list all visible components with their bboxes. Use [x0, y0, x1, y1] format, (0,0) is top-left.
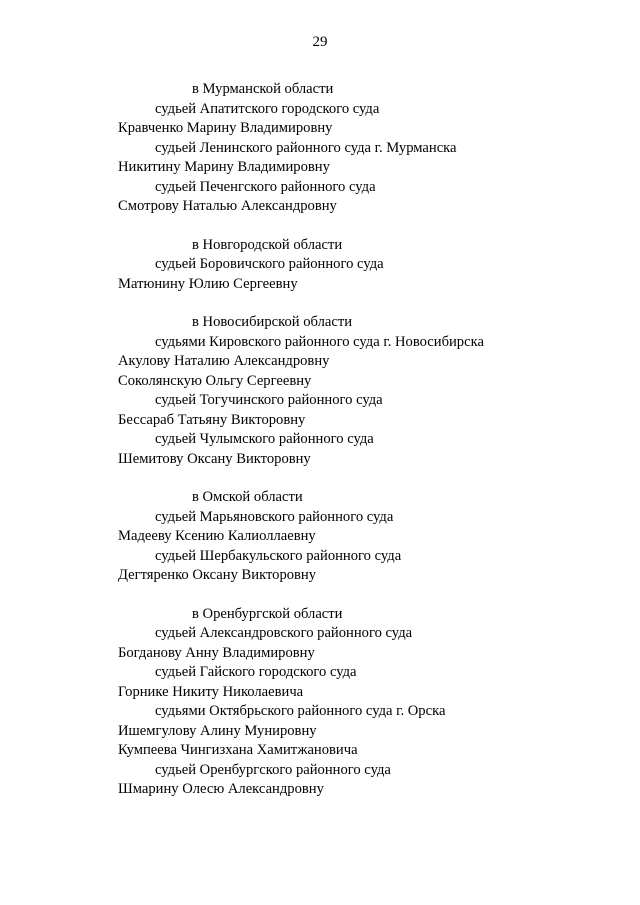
judge-name: Никитину Марину Владимировну — [118, 159, 330, 175]
judge-name: Смотрову Наталью Александровну — [118, 198, 337, 214]
court-line: судьей Оренбургского районного суда — [155, 761, 391, 778]
court-line: судьей Марьяновского районного суда — [155, 508, 394, 525]
section-gap — [0, 217, 640, 236]
court-line: судьей Апатитского городского суда — [155, 100, 380, 117]
judge-name: Акулову Наталию Александровну — [118, 353, 330, 369]
court-line: судьей Ленинского районного суда г. Мурманска — [155, 139, 457, 156]
region-section — [0, 80, 640, 217]
judge-name: Соколянскую Ольгу Сергеевну — [118, 372, 312, 389]
judge-name: Бессараб Татьяну Викторовну — [118, 411, 306, 428]
judge-name: Кумпеева Чингизхана Хамитжановича — [118, 742, 358, 758]
section-gap — [0, 469, 640, 488]
judge-name: Горнике Никиту Николаевича — [118, 683, 304, 700]
page-number: 29 — [312, 34, 328, 50]
judge-name: Шемитову Оксану Викторовну — [118, 450, 311, 467]
judge-name: Ишемгулову Алину Мунировну — [118, 722, 317, 739]
court-line: судьей Печенгского районного суда — [155, 178, 376, 195]
region-heading: в Новосибирской области — [192, 314, 353, 330]
judge-name: Богданову Анну Владимировну — [118, 644, 315, 661]
region-heading: в Мурманской области — [192, 81, 334, 97]
region-section — [0, 236, 640, 295]
court-line: судьей Тогучинского районного суда — [155, 392, 383, 408]
region-section — [0, 313, 640, 469]
region-section — [0, 605, 640, 800]
court-line: судьями Кировского районного суда г. Новосибирска — [155, 333, 484, 350]
judge-name: Дегтяренко Оксану Викторовну — [118, 567, 317, 583]
region-heading: в Омской области — [192, 489, 303, 505]
judge-name: Кравченко Марину Владимировну — [118, 120, 333, 136]
region-heading: в Оренбургской области — [192, 605, 343, 622]
section-gap — [0, 294, 640, 313]
court-line: судьей Гайского городского суда — [155, 664, 357, 680]
judge-name: Матюнину Юлию Сергеевну — [118, 275, 298, 292]
appointments-list — [0, 80, 640, 800]
region-section — [0, 488, 640, 586]
judge-name: Мадееву Ксению Калиоллаевну — [118, 528, 316, 544]
court-line: судьей Чулымского районного суда — [155, 431, 374, 447]
court-line: судьями Октябрьского районного суда г. Орска — [155, 703, 446, 719]
judge-name: Шмарину Олесю Александровну — [118, 781, 324, 797]
region-heading: в Новгородской области — [192, 236, 343, 253]
court-line: судьей Боровичского районного суда — [155, 256, 384, 272]
court-line: судьей Шербакульского районного суда — [155, 547, 402, 564]
court-line: судьей Александровского районного суда — [155, 625, 413, 641]
section-gap — [0, 586, 640, 605]
